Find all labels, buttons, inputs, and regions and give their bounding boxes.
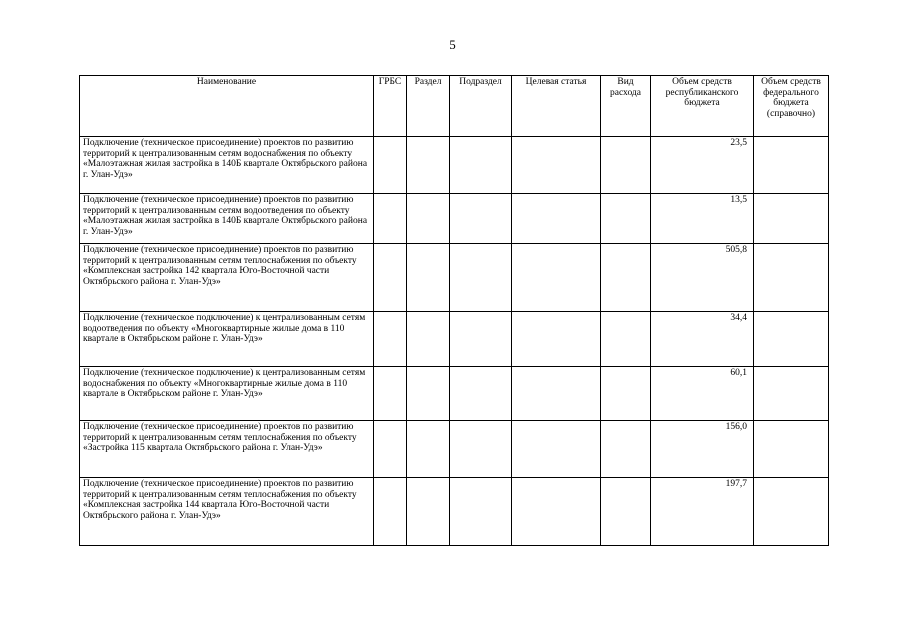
table-row <box>80 194 829 244</box>
row-grbs <box>374 367 407 421</box>
row-grbs <box>374 312 407 367</box>
header-expense-type: Вид расхода <box>601 76 651 137</box>
row-section <box>407 312 450 367</box>
row-name: Подключение (техническое присоединение) проектов по развитию территорий к централизованным сетям теплоснабжения по объекту «Застройка 115 квартала Октябрьского района г. Улан-Удэ» <box>80 421 374 478</box>
row-republic-budget: 13,5 <box>651 194 754 244</box>
row-grbs <box>374 244 407 312</box>
table-row <box>80 137 829 194</box>
table-header <box>80 76 829 137</box>
page-number: 5 <box>449 37 456 52</box>
row-section <box>407 421 450 478</box>
row-expense-type <box>601 312 651 367</box>
row-republic-budget: 23,5 <box>651 137 754 194</box>
row-name: Подключение (техническое присоединение) проектов по развитию территорий к централизованным сетям водоснабжения по объекту «Малоэтажная жилая застройка в 140Б квартале Октябрьского района г. Улан-Удэ» <box>80 137 374 194</box>
row-section <box>407 367 450 421</box>
row-section <box>407 244 450 312</box>
row-expense-type <box>601 137 651 194</box>
row-expense-type <box>601 421 651 478</box>
header-section: Раздел <box>407 76 450 137</box>
row-subsection <box>450 312 512 367</box>
row-expense-type <box>601 478 651 546</box>
row-subsection <box>450 367 512 421</box>
row-subsection <box>450 194 512 244</box>
row-target-article <box>512 367 601 421</box>
header-subsection: Подраздел <box>450 76 512 137</box>
row-name: Подключение (техническое присоединение) проектов по развитию территорий к централизованным сетям теплоснабжения по объекту «Комплексная застройка 144 квартала Юго-Восточной части Октябрьского района г. Улан-Удэ» <box>80 478 374 546</box>
table-row <box>80 367 829 421</box>
row-name: Подключение (техническое подключение) к централизованным сетям водоснабжения по объекту «Многоквартирные жилые дома в 110 квартале в Октябрьском районе г. Улан-Удэ» <box>80 367 374 421</box>
budget-table <box>79 75 829 546</box>
row-target-article <box>512 478 601 546</box>
row-grbs <box>374 137 407 194</box>
row-republic-budget: 505,8 <box>651 244 754 312</box>
row-expense-type <box>601 367 651 421</box>
header-grbs: ГРБС <box>374 76 407 137</box>
row-federal-budget <box>754 312 829 367</box>
header-target-article: Целевая статья <box>512 76 601 137</box>
row-expense-type <box>601 194 651 244</box>
row-grbs <box>374 194 407 244</box>
row-target-article <box>512 137 601 194</box>
header-name: Наименование <box>80 76 374 137</box>
row-name: Подключение (техническое присоединение) проектов по развитию территорий к централизованным сетям теплоснабжения по объекту «Комплексная застройка 142 квартала Юго-Восточной части Октябрьского района г. Улан-Удэ» <box>80 244 374 312</box>
header-republic-budget: Объем средств республиканского бюджета <box>651 76 754 137</box>
row-republic-budget: 197,7 <box>651 478 754 546</box>
table-body <box>80 137 829 546</box>
row-federal-budget <box>754 478 829 546</box>
table-row <box>80 312 829 367</box>
row-section <box>407 478 450 546</box>
row-federal-budget <box>754 194 829 244</box>
row-subsection <box>450 478 512 546</box>
row-grbs <box>374 478 407 546</box>
row-target-article <box>512 194 601 244</box>
row-subsection <box>450 137 512 194</box>
row-target-article <box>512 312 601 367</box>
row-name: Подключение (техническое подключение) к централизованным сетям водоотведения по объекту «Многоквартирные жилые дома в 110 квартале в Октябрьском районе г. Улан-Удэ» <box>80 312 374 367</box>
row-republic-budget: 60,1 <box>651 367 754 421</box>
row-federal-budget <box>754 367 829 421</box>
row-target-article <box>512 421 601 478</box>
table-row <box>80 421 829 478</box>
row-grbs <box>374 421 407 478</box>
row-subsection <box>450 421 512 478</box>
table-row <box>80 478 829 546</box>
table-row <box>80 244 829 312</box>
row-section <box>407 194 450 244</box>
row-subsection <box>450 244 512 312</box>
header-federal-budget: Объем средств федерального бюджета (справочно) <box>754 76 829 137</box>
row-republic-budget: 34,4 <box>651 312 754 367</box>
row-name: Подключение (техническое присоединение) проектов по развитию территорий к централизованным сетям водоотведения по объекту «Малоэтажная жилая застройка в 140Б квартале Октябрьского района г. Улан-Удэ» <box>80 194 374 244</box>
row-section <box>407 137 450 194</box>
row-federal-budget <box>754 244 829 312</box>
row-expense-type <box>601 244 651 312</box>
row-federal-budget <box>754 137 829 194</box>
row-republic-budget: 156,0 <box>651 421 754 478</box>
header-row <box>80 76 829 137</box>
row-target-article <box>512 244 601 312</box>
row-federal-budget <box>754 421 829 478</box>
